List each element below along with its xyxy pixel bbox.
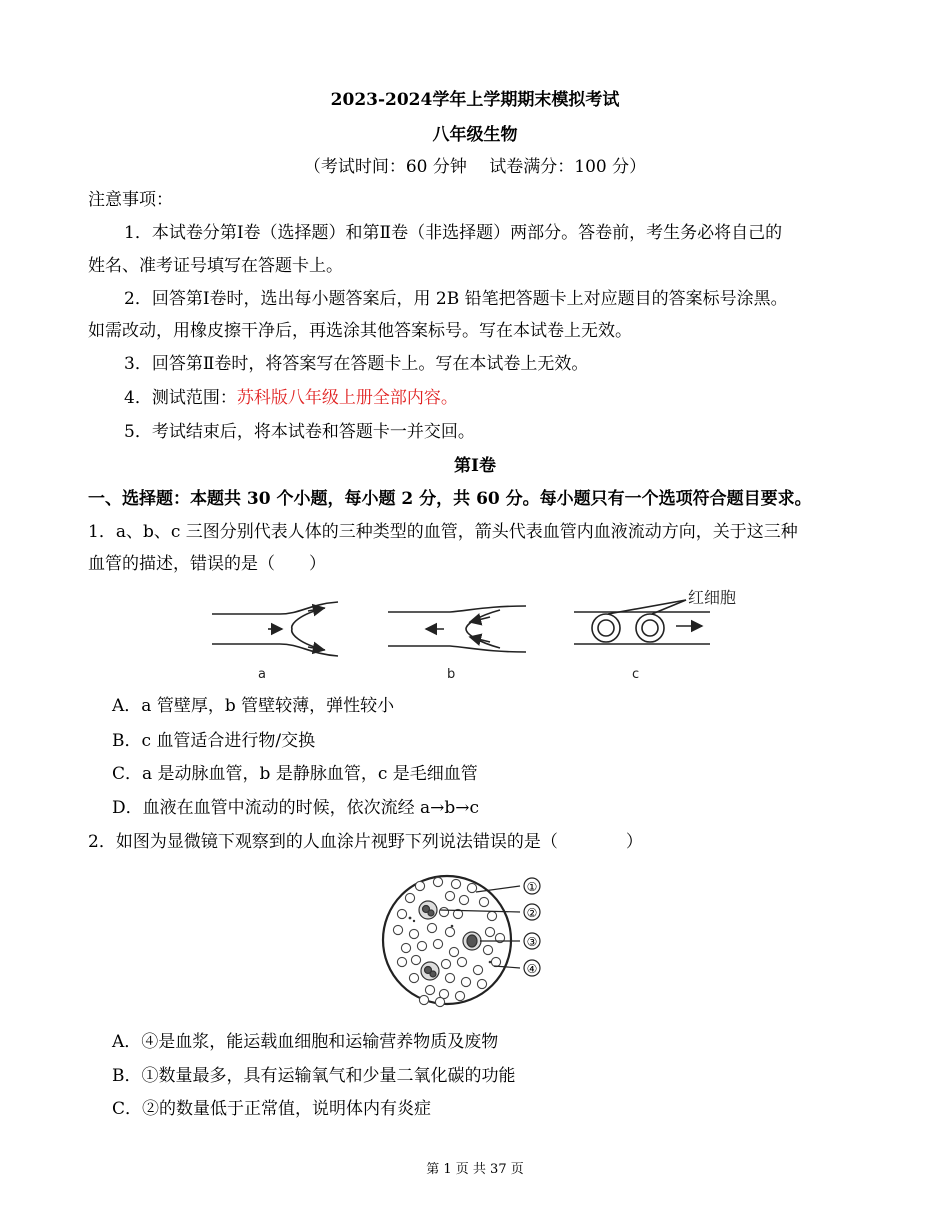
note-5: 5．考试结束后，将本试卷和答题卡一并交回。 (124, 422, 475, 442)
red-blood-cell (487, 911, 496, 920)
q2-option-a: A．④是血浆，能运载血细胞和运输营养物质及废物 (112, 1032, 499, 1052)
red-blood-cell (409, 929, 418, 938)
note-4 (124, 386, 458, 410)
red-blood-cell (451, 879, 460, 888)
q1-stem-line-2: 血管的描述，错误的是（ ） (88, 554, 326, 574)
q1-option-d: D．血液在血管中流动的时候，依次流经 a→b→c (112, 798, 480, 818)
fig-label-rbc: 红细胞 (688, 588, 737, 607)
fig-label-c: c (632, 667, 640, 682)
marker-1: ① (526, 880, 538, 894)
red-blood-cell (433, 939, 442, 948)
red-blood-cell (419, 995, 428, 1004)
vessel-b-drawing (388, 606, 526, 652)
q1-option-b: B．c 血管适合进行物/交换 (112, 731, 316, 751)
marker-3: ③ (526, 935, 538, 949)
note-4-scope: 苏科版八年级上册全部内容。 (236, 388, 458, 408)
red-blood-cell (445, 927, 454, 936)
note-4-prefix: 4．测试范围： (124, 388, 237, 408)
red-blood-cell (473, 965, 482, 974)
red-blood-cell (409, 973, 418, 982)
red-blood-cell (441, 959, 450, 968)
page-footer: 第 1 页 共 37 页 (426, 1162, 524, 1177)
red-blood-cell (457, 957, 466, 966)
exam-time-info: （考试时间：60 分钟 试卷满分：100 分） (303, 157, 647, 177)
note-1-line-1: 1．本试卷分第Ⅰ卷（选择题）和第Ⅱ卷（非选择题）两部分。答卷前，考生务必将自己的 (124, 223, 783, 243)
red-blood-cell (415, 881, 424, 890)
red-blood-cell (435, 997, 444, 1006)
red-blood-cell (393, 925, 402, 934)
note-3: 3．回答第Ⅱ卷时，将答案写在答题卡上。写在本试卷上无效。 (124, 354, 589, 374)
red-blood-cell (445, 891, 454, 900)
red-blood-cell (417, 941, 426, 950)
red-blood-cell (491, 957, 500, 966)
red-blood-cell (479, 897, 488, 906)
red-blood-cell (461, 977, 470, 986)
note-2-line-1: 2．回答第Ⅰ卷时，选出每小题答案后，用 2B 铅笔把答题卡上对应题目的答案标号涂黑。 (124, 289, 788, 309)
fig-label-a: a (258, 667, 266, 682)
q2-option-c: C．②的数量低于正常值，说明体内有炎症 (112, 1099, 432, 1119)
exam-title: 2023-2024学年上学期期末模拟考试 (330, 90, 620, 110)
red-blood-cell (483, 945, 492, 954)
q2-blood-smear-figure (380, 866, 560, 1016)
red-blood-cell (485, 927, 494, 936)
q1-vessel-figure (200, 582, 760, 687)
red-blood-cell (411, 955, 420, 964)
red-blood-cell (477, 979, 486, 988)
red-blood-cell (459, 895, 468, 904)
q2-option-b: B．①数量最多，具有运输氧气和少量二氧化碳的功能 (112, 1066, 516, 1086)
exam-subject: 八年级生物 (432, 125, 518, 145)
q1-option-a: A．a 管壁厚，b 管壁较薄，弹性较小 (112, 696, 395, 716)
note-1-line-2: 姓名、准考证号填写在答题卡上。 (88, 256, 343, 276)
marker-4: ④ (526, 962, 538, 976)
red-blood-cell (397, 909, 406, 918)
red-blood-cell (439, 907, 448, 916)
red-blood-cell (449, 947, 458, 956)
q2-stem: 2．如图为显微镜下观察到的人血涂片视野下列说法错误的是（ ） (88, 832, 643, 852)
vessel-a-drawing (212, 602, 338, 656)
red-blood-cell (425, 985, 434, 994)
red-blood-cell (445, 973, 454, 982)
marker-2: ② (526, 906, 538, 920)
q1-option-c: C．a 是动脉血管，b 是静脉血管，c 是毛细血管 (112, 764, 478, 784)
red-blood-cell (397, 957, 406, 966)
fig-label-b: b (447, 667, 456, 682)
red-blood-cell (455, 991, 464, 1000)
red-blood-cell (433, 877, 442, 886)
note-2-line-2: 如需改动，用橡皮擦干净后，再选涂其他答案标号。写在本试卷上无效。 (88, 321, 632, 341)
q1-stem-line-1: 1．a、b、c 三图分别代表人体的三种类型的血管，箭头代表血管内血液流动方向，关于这三种 (88, 522, 798, 542)
red-blood-cell (467, 883, 476, 892)
notes-heading: 注意事项： (88, 190, 173, 210)
volume-heading: 第Ⅰ卷 (454, 456, 496, 476)
red-blood-cell (405, 893, 414, 902)
red-blood-cell (401, 943, 410, 952)
section-heading: 一、选择题：本题共 30 个小题，每小题 2 分，共 60 分。每小题只有一个选项符合题目要求。 (88, 489, 812, 509)
red-blood-cell (427, 923, 436, 932)
